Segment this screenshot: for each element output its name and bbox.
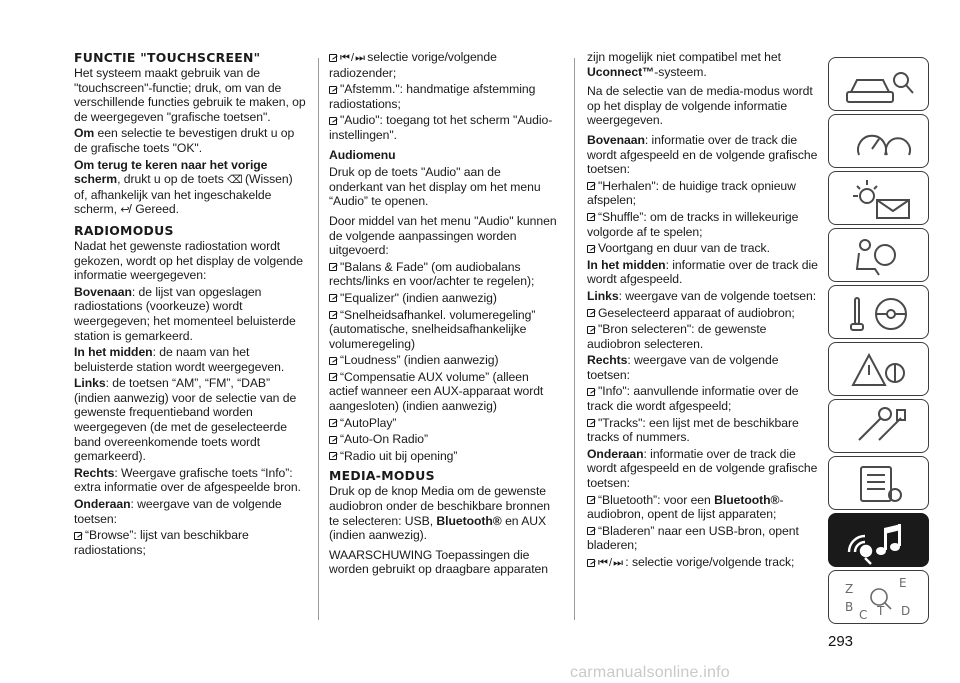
alphabet-index-icon	[829, 571, 929, 624]
chapter-tab-instruments[interactable]	[828, 114, 929, 168]
list-item: Voortgang en duur van de track.	[587, 241, 819, 256]
paragraph: Bovenaan: de lijst van opgeslagen radiostations (voorkeuze) wordt weergegeven; het momenteel beluisterde station is gemarkeerd.	[74, 284, 296, 343]
chapter-tab-emergency[interactable]	[828, 342, 929, 396]
list-item: "Info": aanvullende informatie over de track die wordt afgespeeld;	[587, 384, 799, 414]
index-letter: C	[859, 608, 868, 622]
paragraph: Het systeem maakt gebruik van de "touchscreen"-functie; druk, om van de verschillende functies gebruik te maken, op de weergegeven "grafische toetsen".	[74, 66, 306, 124]
heading-audiomenu: Audiomenu	[329, 147, 396, 162]
paragraph: Onderaan: weergave van de volgende toetsen:	[74, 497, 282, 526]
light-envelope-icon	[829, 172, 929, 225]
column-divider	[318, 58, 319, 620]
chapter-tab-safety[interactable]	[828, 228, 929, 282]
paragraph: Druk op de toets "Audio" aan de onderkant van het display om het menu “Audio” te openen.	[329, 165, 541, 209]
bullet-check-icon	[329, 117, 337, 125]
bullet-check-icon	[587, 326, 595, 334]
list-item: “Compensatie AUX volume” (alleen actief wanneer een AUX-apparaat wordt aangesloten) (indien aanwezig)	[329, 369, 544, 414]
column-1	[74, 50, 306, 559]
paragraph: Om terug te keren naar het vorige scherm, drukt u op de toets ⌫ (Wissen) of, afhankelijk van het ingeschakelde scherm, ↩/ Gereed.	[74, 157, 293, 217]
bullet-check-icon	[587, 182, 595, 190]
return-arrow-icon: ↩	[120, 204, 129, 217]
bullet-check-icon	[329, 54, 337, 62]
list-item: "Herhalen": de huidige track opnieuw afspelen;	[587, 178, 796, 208]
index-letter: E	[899, 576, 907, 590]
bullet-check-icon	[587, 527, 595, 535]
prev-next-icon: ⏮ / ⏭	[340, 52, 364, 64]
list-item: “Loudness” (indien aanwezig)	[329, 353, 557, 368]
index-letter: T	[877, 604, 885, 618]
paragraph: Rechts: Weergave grafische toets “Info”: extra informatie over de afgespeelde bron.	[74, 465, 301, 495]
list-item: “Browse”: lijst van beschikbare radiostations;	[74, 528, 249, 557]
list-item: “Bladeren” naar een USB-bron, opent bladeren;	[587, 523, 799, 553]
paragraph: Om een selectie te bevestigen drukt u op de grafische toets "OK".	[74, 126, 295, 155]
car-dashboard-icon	[829, 58, 929, 111]
list-item: “AutoPlay”	[329, 416, 557, 431]
prev-next-icon: ⏮ / ⏭	[598, 557, 622, 569]
list-item: “Bluetooth”: voor een Bluetooth®-audiobron, opent de lijst apparaten;	[587, 492, 784, 522]
paragraph: Rechts: weergave van de volgende toetsen:	[587, 353, 779, 382]
paragraph: Na de selectie van de media-modus wordt op het display de volgende informatie weergegeven.	[587, 84, 813, 128]
list-item: “Auto-On Radio”	[329, 432, 557, 447]
list-item: “Radio uit bij opening”	[329, 449, 557, 464]
bullet-check-icon	[587, 419, 595, 427]
paragraph: Links: de toetsen “AM”, “FM”, “DAB” (indien aanwezig) voor de selectie van de gewenste frequentieband worden weergegeven (de met de geselecteerde band overeenkomende toets wordt gemarkeerd).	[74, 376, 297, 464]
bullet-check-icon	[587, 559, 595, 567]
bullet-check-icon	[329, 452, 337, 460]
bullet-check-icon	[329, 357, 337, 365]
bullet-check-icon	[587, 388, 595, 396]
bullet-check-icon	[329, 294, 337, 302]
bullet-check-icon	[587, 245, 595, 253]
list-item: "Equalizer" (indien aanwezig)	[329, 291, 557, 306]
paragraph: Bovenaan: informatie over de track die wordt afgespeeld en de volgende grafische toetsen:	[587, 132, 818, 177]
multimedia-signal-icon	[829, 514, 929, 567]
heading-media-modus: MEDIA-MODUS	[329, 468, 435, 484]
bullet-check-icon	[329, 311, 337, 319]
list-item: "Tracks": een lijst met de beschikbare tracks of nummers.	[587, 415, 799, 445]
list-item: "Bron selecteren": de gewenste audiobron selecteren.	[587, 322, 767, 351]
paragraph: Links: weergave van de volgende toetsen:	[587, 288, 817, 303]
chapter-tab-dashboard[interactable]	[828, 57, 929, 111]
index-letter: Z	[845, 582, 854, 596]
paragraph: In het midden: informatie over de track die wordt afgespeeld.	[587, 257, 818, 287]
column-divider	[574, 58, 575, 620]
index-letter: D	[901, 604, 911, 618]
heading-touchscreen: FUNCTIE "TOUCHSCREEN"	[74, 50, 261, 65]
wrench-tools-icon	[829, 400, 929, 453]
list-item: ⏮ / ⏭ : selectie vorige/volgende track;	[587, 555, 819, 571]
backspace-icon: ⌫	[227, 174, 242, 187]
chapter-tab-warnings[interactable]	[828, 171, 929, 225]
column-2	[329, 50, 557, 579]
bullet-check-icon	[329, 263, 337, 271]
bullet-check-icon	[329, 436, 337, 444]
bullet-check-icon	[329, 419, 337, 427]
paragraph: In het midden: de naam van het beluisterde station wordt weergegeven.	[74, 345, 285, 374]
chapter-tab-multimedia[interactable]	[828, 513, 929, 567]
chapter-tab-index[interactable]	[828, 570, 929, 624]
column-3	[587, 50, 819, 573]
paragraph: Druk op de knop Media om de gewenste audiobron onder de beschikbare bronnen te selecteren: USB, Bluetooth® en AUX (indien aanwezig).	[329, 484, 551, 543]
watermark: carmanualsonline.info	[570, 664, 730, 681]
list-item: “Shuffle”: om de tracks in willekeurige volgorde af te spelen;	[587, 209, 799, 239]
paragraph: WAARSCHUWING Toepassingen die worden gebruikt op draagbare apparaten	[329, 547, 548, 577]
spec-sheet-icon	[829, 457, 929, 510]
list-item: "Audio": toegang tot het scherm "Audio-instellingen".	[329, 113, 553, 142]
paragraph: Door middel van het menu "Audio" kunnen de volgende aanpassingen worden uitgevoerd:	[329, 213, 557, 258]
paragraph: zijn mogelijk niet compatibel met het Uconnect™-systeem.	[587, 50, 781, 79]
paragraph: Nadat het gewenste radiostation wordt gekozen, wordt op het display de volgende informatie weergegeven:	[74, 238, 303, 283]
heading-radiomodus: RADIOMODUS	[74, 222, 174, 238]
list-item: “Snelheidsafhankel. volumeregeling” (automatische, snelheidsafhankelijke volumeregeling)	[329, 307, 536, 351]
list-item: Geselecteerd apparaat of audiobron;	[587, 306, 819, 321]
warning-triangle-icon	[829, 343, 929, 396]
chapter-tab-technical-data[interactable]	[828, 456, 929, 510]
bullet-check-icon	[587, 496, 595, 504]
list-item: "Afstemm.": handmatige afstemming radiostations;	[329, 82, 536, 111]
list-item: "Balans & Fade" (om audiobalans rechts/links en voor/achter te regelen);	[329, 259, 535, 289]
airbag-seat-icon	[829, 229, 929, 282]
bullet-check-icon	[587, 309, 595, 317]
list-item: ⏮ / ⏭ selectie vorige/volgende radiozender;	[329, 50, 497, 80]
bullet-check-icon	[329, 373, 337, 381]
bullet-check-icon	[74, 532, 82, 540]
bullet-check-icon	[587, 213, 595, 221]
bullet-check-icon	[329, 86, 337, 94]
index-letter: B	[845, 600, 854, 614]
page-number: 293	[828, 633, 854, 650]
steering-wheel-icon	[829, 286, 929, 339]
paragraph: Onderaan: informatie over de track die wordt afgespeeld en de volgende grafische toetsen:	[587, 446, 818, 491]
chapter-tab-maintenance[interactable]	[828, 399, 929, 453]
gauge-cluster-icon	[829, 115, 929, 168]
chapter-tab-driving[interactable]	[828, 285, 929, 339]
